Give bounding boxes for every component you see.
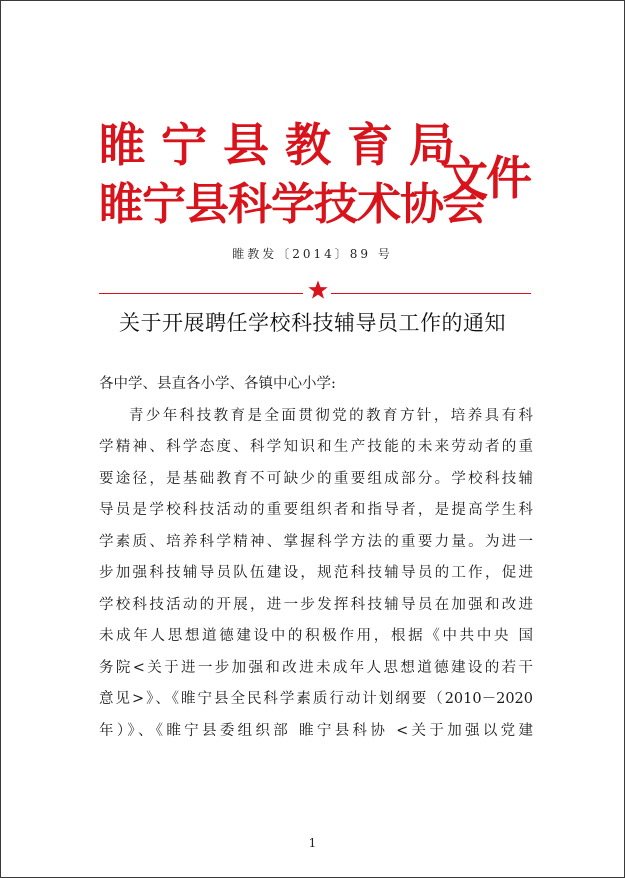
- salutation: 各中学、县直各小学、各镇中心小学:: [99, 376, 336, 392]
- issuer-name-science-association: 睢宁县科学技术协会: [99, 179, 486, 230]
- document-type-suffix: 文件: [442, 151, 530, 205]
- notice-body: [99, 369, 533, 747]
- body-line: 未成年人思想道德建设中的积极作用，根据《中共中央 国: [99, 628, 533, 644]
- red-star-icon: [307, 279, 329, 301]
- issuer-name-education-bureau: 睢宁县教育局: [99, 118, 471, 172]
- body-line: 要途径，是基础教育不可缺少的重要组成部分。学校科技辅: [99, 470, 533, 487]
- page-number: 1: [308, 836, 317, 850]
- notice-title: 关于开展聘任学校科技辅导员工作的通知: [119, 311, 506, 335]
- body-line: 青少年科技教育是全面贯彻党的教育方针，培养具有科: [129, 407, 533, 424]
- body-line: 年）》、《睢宁县委组织部 睢宁县科协 <关于加强以党建: [99, 722, 533, 739]
- body-line: 步加强科技辅导员队伍建设，规范科技辅导员的工作，促进: [99, 565, 533, 581]
- body-line: 意见>》、《睢宁县全民科学素质行动计划纲要（2010－2020: [99, 691, 533, 707]
- body-line: 学素质、培养科学精神、掌握科学方法的重要力量。为进一: [99, 533, 533, 550]
- body-line: 学精神、科学态度、科学知识和生产技能的未来劳动者的重: [99, 439, 533, 455]
- body-line: 务院<关于进一步加强和改进未成年人思想道德建设的若干: [99, 659, 533, 676]
- red-divider-left: [99, 293, 303, 294]
- body-line: 导员是学校科技活动的重要组织者和指导者，是提高学生科: [99, 502, 533, 518]
- red-divider-right: [331, 293, 531, 294]
- document-number: 睢教发〔2014〕89 号: [232, 247, 393, 261]
- body-line: 学校科技活动的开展，进一步发挥科技辅导员在加强和改进: [99, 596, 533, 613]
